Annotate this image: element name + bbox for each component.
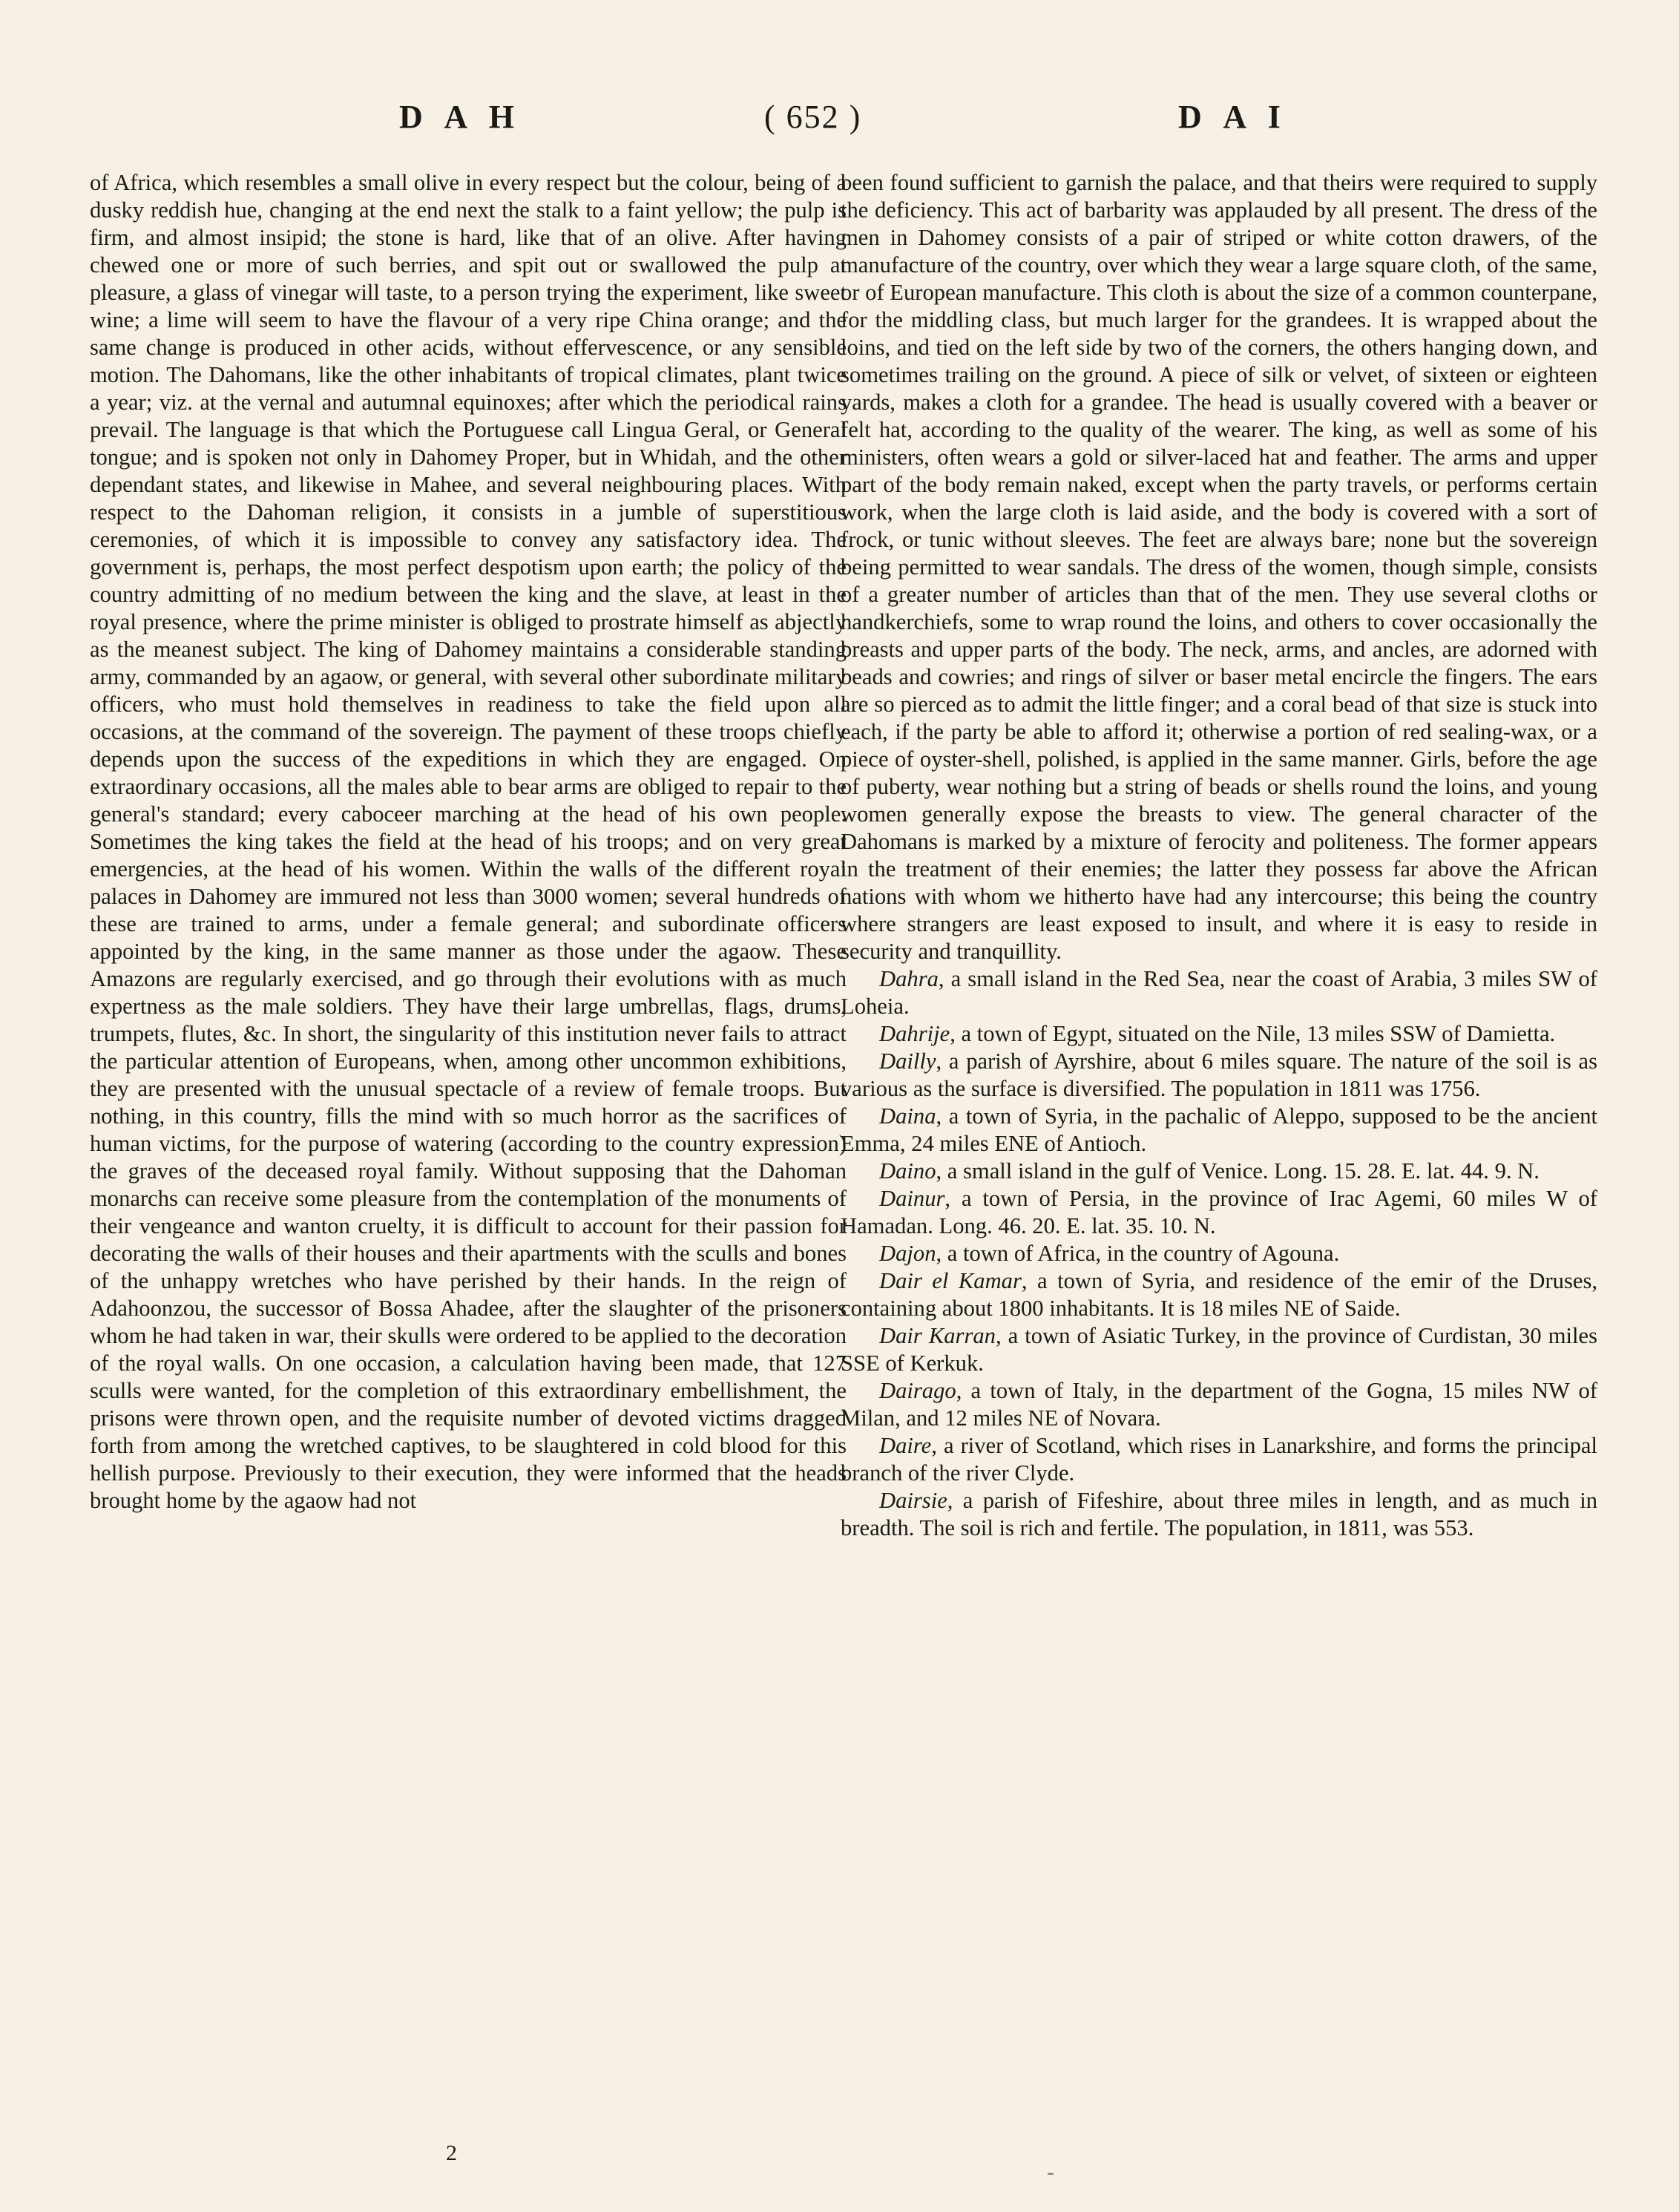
header-right-guide: D A I — [1178, 99, 1288, 135]
entry-dairago — [841, 1377, 1597, 1432]
entry-dainur — [841, 1185, 1597, 1240]
right-column-continuation: been found sufficient to garnish the palace, and that theirs were required to supply the deficiency. This act of barbarity was applauded by all present. The dress of the men in Dahomey consists of a pair of striped or white cotton drawers, of the manufacture of the country, over which they wear a large square cloth, of the same, or of European manufacture. This cloth is about the size of a common counterpane, for the middling class, but much larger for the grandees. It is wrapped about the loins, and tied on the left side by two of the corners, the others hanging down, and sometimes trailing on the ground. A piece of silk or velvet, of sixteen or eighteen yards, makes a cloth for a grandee. The head is usually covered with a beaver or felt hat, according to the quality of the wearer. The king, as well as some of his ministers, often wears a gold or silver-laced hat and feather. The arms and upper part of the body remain naked, except when the party travels, or performs certain work, when the large cloth is laid aside, and the body is covered with a sort of frock, or tunic without sleeves. The feet are always bare; none but the sovereign being permitted to wear sandals. The dress of the women, though simple, consists of a greater number of articles than that of the men. They use several cloths or handkerchiefs, some to wrap round the loins, and others to cover occasionally the breasts and upper parts of the body. The neck, arms, and ancles, are adorned with beads and cowries; and rings of silver or baser metal encircle the fingers. The ears are so pierced as to admit the little finger; and a coral bead of that size is stuck into each, if the party be able to afford it; otherwise a portion of red sealing-wax, or a piece of oyster-shell, polished, is applied in the same manner. Girls, before the age of puberty, wear nothing but a string of beads or shells round the loins, and young women generally expose the breasts to view. The general character of the Dahomans is marked by a mixture of ferocity and politeness. The former appears in the treatment of their enemies; the latter they possess far above the African nations with whom we hitherto have had any intercourse; this being the country where strangers are least exposed to insult, and where it is easy to reside in security and tranquillity. — [841, 170, 1597, 964]
headword: Daire — [879, 1433, 932, 1458]
entry-text: , a town of Syria, and residence of the emir of the Druses, containing about 1800 inhabitants. It is 18 miles NE of Saide. — [841, 1268, 1597, 1321]
entry-dahra — [841, 965, 1597, 1020]
headword: Dainur — [879, 1186, 945, 1211]
entry-dair-el-kamar — [841, 1267, 1597, 1322]
entry-text: , a town of Africa, in the country of Agouna. — [936, 1241, 1340, 1266]
headword: Daina — [879, 1103, 936, 1129]
entry-dailly — [841, 1048, 1597, 1103]
header-left-guide: D A H — [399, 99, 522, 135]
headword: Dahrije — [879, 1021, 950, 1046]
left-column — [90, 169, 847, 1514]
left-column-text: of Africa, which resembles a small olive in every respect but the colour, being of a dusky reddish hue, changing at the end next the stalk to a faint yellow; the pulp is firm, and almost insipid; the stone is hard, like that of an olive. After having chewed one or more of such berries, and spit out or swallowed the pulp at pleasure, a glass of vinegar will taste, to a person trying the experiment, like sweet wine; a lime will seem to have the flavour of a very ripe China orange; and the same change is produced in other acids, without effervescence, or any sensible motion. The Dahomans, like the other inhabitants of tropical climates, plant twice a year; viz. at the vernal and autumnal equinoxes; after which the periodical rains prevail. The language is that which the Portuguese call Lingua Geral, or General tongue; and is spoken not only in Dahomey Proper, but in Whidah, and the other dependant states, and likewise in Mahee, and several neighbouring places. With respect to the Dahoman religion, it consists in a jumble of superstitious ceremonies, of which it is impossible to convey any satisfactory idea. The government is, perhaps, the most perfect despotism upon earth; the policy of the country admitting of no medium between the king and the slave, at least in the royal presence, where the prime minister is obliged to prostrate himself as abjectly as the meanest subject. The king of Dahomey maintains a considerable standing army, commanded by an agaow, or general, with several other subordinate military officers, who must hold themselves in readiness to take the field upon all occasions, at the command of the sovereign. The payment of these troops chiefly depends upon the success of the expeditions in which they are engaged. On extraordinary occasions, all the males able to bear arms are obliged to repair to the general's standard; every caboceer marching at the head of his own people. Sometimes the king takes the field at the head of his troops; and on very great emergencies, at the head of his women. Within the walls of the different royal palaces in Dahomey are immured not less than 3000 women; several hundreds of these are trained to arms, under a female general; and subordinate officers appointed by the king, in the same manner as those under the agaow. These Amazons are regularly exercised, and go through their evolutions with as much expertness as the male soldiers. They have their large umbrellas, flags, drums, trumpets, flutes, &c. In short, the singularity of this institution never fails to attract the particular attention of Europeans, when, among other uncommon exhibitions, they are presented with the unusual spectacle of a review of female troops. But nothing, in this country, fills the mind with so much horror as the sacrifices of human victims, for the purpose of watering (according to the country expression) the graves of the deceased royal family. Without supposing that the Dahoman monarchs can receive some pleasure from the contemplation of the monuments of their vengeance and wanton cruelty, it is difficult to account for their passion for decorating the walls of their houses and their apartments with the sculls and bones of the unhappy wretches who have perished by their hands. In the reign of Adahoonzou, the successor of Bossa Ahadee, after the slaughter of the prisoners whom he had taken in war, their skulls were ordered to be applied to the decoration of the royal walls. On one occasion, a calculation having been made, that 127 sculls were wanted, for the completion of this extraordinary embellishment, the prisons were thrown open, and the requisite number of devoted victims dragged forth from among the wretched captives, to be slaughtered in cold blood for this hellish purpose. Previously to their execution, they were informed that the heads brought home by the agaow had not — [90, 170, 847, 1513]
entry-text: , a town of Asiatic Turkey, in the province of Curdistan, 30 miles SSE of Kerkuk. — [841, 1323, 1597, 1376]
headword: Dairago — [879, 1378, 956, 1403]
headword: Dahra — [879, 966, 939, 991]
headword: Dajon — [879, 1241, 936, 1266]
entry-text: , a town of Egypt, situated on the Nile, 13 miles SSW of Damietta. — [950, 1021, 1556, 1046]
headword: Dailly — [879, 1048, 936, 1074]
signature-mark: 2 — [446, 2141, 457, 2165]
headword: Dair el Kamar — [879, 1268, 1022, 1293]
entry-text: , a small island in the Red Sea, near the coast of Arabia, 3 miles SW of Loheia. — [841, 966, 1597, 1019]
entry-dairsie — [841, 1487, 1597, 1542]
right-column — [841, 169, 1597, 1542]
entry-daire — [841, 1432, 1597, 1487]
entry-text: , a small island in the gulf of Venice. Long. 15. 28. E. lat. 44. 9. N. — [936, 1158, 1540, 1184]
headword: Dairsie — [879, 1488, 947, 1513]
entry-dajon — [841, 1240, 1597, 1267]
running-header — [0, 98, 1679, 150]
entry-dair-karran — [841, 1322, 1597, 1377]
entry-dahrije — [841, 1020, 1597, 1048]
ink-speck — [1048, 2173, 1054, 2175]
headword: Daino — [879, 1158, 936, 1184]
entry-daino — [841, 1158, 1597, 1185]
entry-text: , a town of Persia, in the province of Irac Agemi, 60 miles W of Hamadan. Long. 46. 20. E. lat. 35. 10. N. — [841, 1186, 1597, 1238]
entry-daina — [841, 1103, 1597, 1158]
entry-text: , a parish of Fifeshire, about three miles in length, and as much in breadth. The soil is rich and fertile. The population, in 1811, was 553. — [841, 1488, 1597, 1540]
entry-text: , a town of Italy, in the department of the Gogna, 15 miles NW of Milan, and 12 miles NE of Novara. — [841, 1378, 1597, 1431]
entry-text: , a town of Syria, in the pachalic of Aleppo, supposed to be the ancient Emma, 24 miles ENE of Antioch. — [841, 1103, 1597, 1156]
entry-text: , a river of Scotland, which rises in Lanarkshire, and forms the principal branch of the river Clyde. — [841, 1433, 1597, 1486]
headword: Dair Karran — [879, 1323, 996, 1348]
page-number: ( 652 ) — [764, 99, 862, 135]
entry-text: , a parish of Ayrshire, about 6 miles square. The nature of the soil is as various as the surface is diversified. The population in 1811 was 1756. — [841, 1048, 1597, 1101]
